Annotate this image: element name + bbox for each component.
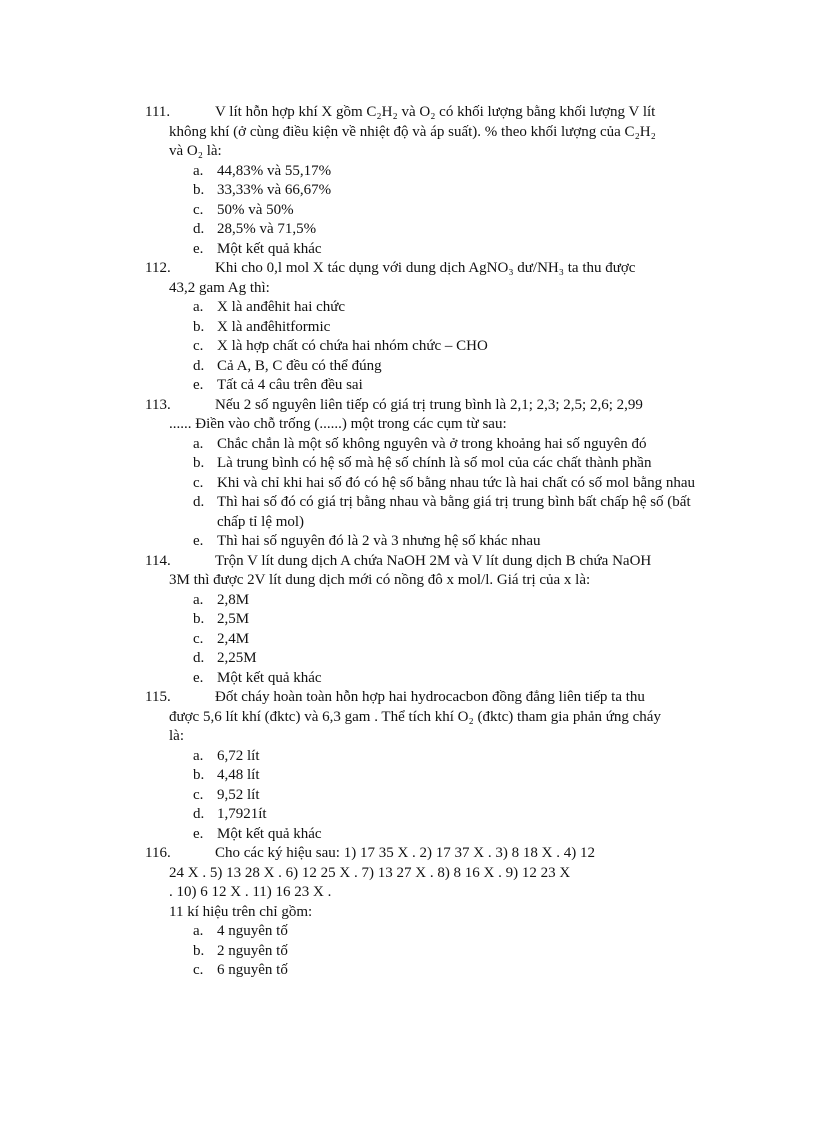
- question-first-line: [145, 552, 705, 572]
- option-text: X là anđêhitformic: [217, 318, 331, 335]
- option-letter: c.: [193, 962, 204, 978]
- option-text: 44,83% và 55,17%: [217, 162, 332, 179]
- option-text: 2 nguyên tố: [217, 942, 288, 959]
- question-3: [145, 396, 705, 552]
- question-text-continuation: là:: [169, 728, 184, 744]
- answer-options: [145, 298, 705, 396]
- question-4: [145, 552, 705, 689]
- answer-option: [193, 376, 705, 396]
- option-text: Một kết quả khác: [217, 240, 322, 257]
- question-6: [145, 844, 705, 981]
- answer-options: [145, 922, 705, 981]
- option-letter: a.: [193, 591, 204, 608]
- question-first-line: [145, 396, 705, 416]
- question-text-continuation: 43,2 gam Ag thì:: [169, 279, 270, 296]
- answer-option: [193, 805, 705, 825]
- question-text-continuation: và O₂ là:: [169, 143, 222, 159]
- option-letter: a.: [193, 299, 204, 315]
- option-letter: a.: [193, 435, 204, 452]
- answer-option: [193, 669, 705, 689]
- option-text: Khi và chỉ khi hai số đó có hệ số bằng nhau tức là hai chất có số mol bằng nhau: [217, 474, 696, 491]
- option-text: 4 nguyên tố: [217, 923, 288, 939]
- option-text: 2,8M: [217, 591, 250, 608]
- option-text: X là anđêhit hai chức: [217, 299, 346, 315]
- question-number: 115.: [145, 689, 171, 705]
- option-letter: a.: [193, 162, 204, 179]
- option-letter: c.: [193, 786, 204, 803]
- question-number: 112.: [145, 260, 171, 276]
- option-letter: d.: [193, 494, 205, 510]
- option-letter: d.: [193, 221, 205, 237]
- answer-option: [193, 181, 705, 201]
- answer-option: [193, 649, 705, 669]
- answer-option: [193, 766, 705, 786]
- question-5: [145, 688, 705, 844]
- option-text: Thì hai số đó có giá trị bằng nhau và bằng giá trị trung bình bất chấp hệ số (bất chấp tỉ lệ mol): [217, 494, 691, 530]
- question-text-continuation: không khí (ở cùng điều kiện về nhiệt độ và áp suất). % theo khối lượng của C₂H₂: [169, 123, 656, 140]
- answer-option: [193, 747, 705, 767]
- option-text: 33,33% và 66,67%: [217, 182, 332, 198]
- question-text: Đốt cháy hoàn toàn hỗn hợp hai hydrocacbon đồng đẳng liên tiếp ta thu: [215, 689, 645, 705]
- option-letter: c.: [193, 338, 204, 354]
- option-letter: b.: [193, 318, 205, 335]
- question-text-continuation: được 5,6 lít khí (đktc) và 6,3 gam . Thể tích khí O₂ (đktc) tham gia phản ứng cháy: [169, 708, 661, 725]
- option-text: 6,72 lít: [217, 747, 260, 764]
- answer-option: [193, 240, 705, 260]
- question-number: 111.: [145, 104, 171, 120]
- question-number: 113.: [145, 396, 171, 413]
- option-letter: b.: [193, 182, 205, 198]
- question-text: V lít hỗn hợp khí X gồm C₂H₂ và O₂ có khối lượng bằng khối lượng V lít: [215, 104, 656, 120]
- question-first-line: [145, 688, 705, 708]
- answer-option: [193, 435, 705, 455]
- answer-option: [193, 298, 705, 318]
- answer-option: [193, 591, 705, 611]
- answer-option: [193, 162, 705, 182]
- question-1: [145, 103, 705, 259]
- option-letter: e.: [193, 669, 204, 686]
- option-letter: b.: [193, 942, 205, 959]
- answer-option: [193, 610, 705, 630]
- option-text: Cả A, B, C đều có thể đúng: [217, 357, 382, 374]
- option-text: 9,52 lít: [217, 786, 260, 803]
- answer-option: [193, 961, 705, 981]
- answer-options: [145, 591, 705, 689]
- option-letter: b.: [193, 611, 205, 627]
- option-text: 6 nguyên tố: [217, 962, 288, 978]
- option-letter: a.: [193, 923, 204, 939]
- option-letter: e.: [193, 377, 204, 393]
- question-text-continuation: 3M thì được 2V lít dung dịch mới có nồng đô x mol/l. Giá trị của x là:: [169, 572, 591, 588]
- answer-options: [145, 162, 705, 260]
- option-text: Một kết quả khác: [217, 669, 322, 686]
- option-text: 28,5% và 71,5%: [217, 221, 317, 237]
- answer-option: [193, 357, 705, 377]
- question-list: [145, 103, 705, 981]
- answer-option: [193, 532, 705, 552]
- option-text: Tất cả 4 câu trên đều sai: [217, 377, 363, 393]
- answer-option: [193, 454, 705, 474]
- question-text-continuation: ...... Điền vào chỗ trống (......) một trong các cụm từ sau:: [169, 416, 507, 432]
- answer-option: [193, 630, 705, 650]
- question-first-line: [145, 103, 705, 123]
- question-number: 116.: [145, 845, 171, 861]
- option-text: Chắc chắn là một số không nguyên và ở trong khoảng hai số nguyên đó: [217, 435, 647, 452]
- option-letter: a.: [193, 747, 204, 764]
- option-letter: d.: [193, 357, 205, 374]
- option-letter: d.: [193, 650, 205, 666]
- answer-option: [193, 493, 705, 532]
- option-text: 1,7921ít: [217, 806, 267, 822]
- answer-option: [193, 318, 705, 338]
- answer-option: [193, 942, 705, 962]
- option-text: 2,25M: [217, 650, 257, 666]
- question-text: Khi cho 0,l mol X tác dụng với dung dịch AgNO₃ dư/NH₃ ta thu được: [215, 260, 636, 276]
- question-text: Cho các ký hiệu sau: 1) 17 35 X . 2) 17 37 X . 3) 8 18 X . 4) 12: [215, 845, 595, 861]
- answer-option: [193, 201, 705, 221]
- answer-option: [193, 220, 705, 240]
- option-letter: c.: [193, 630, 204, 647]
- option-text: Một kết quả khác: [217, 825, 322, 842]
- answer-option: [193, 825, 705, 845]
- option-letter: b.: [193, 767, 205, 783]
- question-text-continuation: . 10) 6 12 X . 11) 16 23 X .: [169, 884, 332, 900]
- option-text: 2,5M: [217, 611, 250, 627]
- answer-option: [193, 474, 705, 494]
- question-first-line: [145, 259, 705, 279]
- question-2: [145, 259, 705, 396]
- question-text-continuation: 24 X . 5) 13 28 X . 6) 12 25 X . 7) 13 27 X . 8) 8 16 X . 9) 12 23 X: [169, 864, 571, 881]
- answer-option: [193, 337, 705, 357]
- option-letter: e.: [193, 240, 204, 257]
- question-first-line: [145, 844, 705, 864]
- question-text: Trộn V lít dung dịch A chứa NaOH 2M và V lít dung dịch B chứa NaOH: [215, 552, 652, 569]
- option-letter: e.: [193, 533, 204, 549]
- option-text: X là hợp chất có chứa hai nhóm chức – CHO: [217, 338, 488, 354]
- option-letter: b.: [193, 455, 205, 471]
- option-text: Thì hai số nguyên đó là 2 và 3 nhưng hệ số khác nhau: [217, 533, 541, 549]
- question-text: Nếu 2 số nguyên liên tiếp có giá trị trung bình là 2,1; 2,3; 2,5; 2,6; 2,99: [215, 396, 643, 413]
- question-text-continuation: 11 kí hiệu trên chỉ gồm:: [169, 903, 313, 920]
- option-letter: d.: [193, 806, 205, 822]
- answer-options: [145, 747, 705, 845]
- answer-options: [145, 435, 705, 552]
- answer-option: [193, 786, 705, 806]
- question-number: 114.: [145, 552, 171, 569]
- option-letter: e.: [193, 825, 204, 842]
- option-text: 50% và 50%: [217, 201, 294, 218]
- option-letter: c.: [193, 201, 204, 218]
- option-letter: c.: [193, 474, 204, 491]
- answer-option: [193, 922, 705, 942]
- option-text: Là trung bình có hệ số mà hệ số chính là số mol của các chất thành phần: [217, 455, 652, 471]
- option-text: 4,48 lít: [217, 767, 260, 783]
- option-text: 2,4M: [217, 630, 250, 647]
